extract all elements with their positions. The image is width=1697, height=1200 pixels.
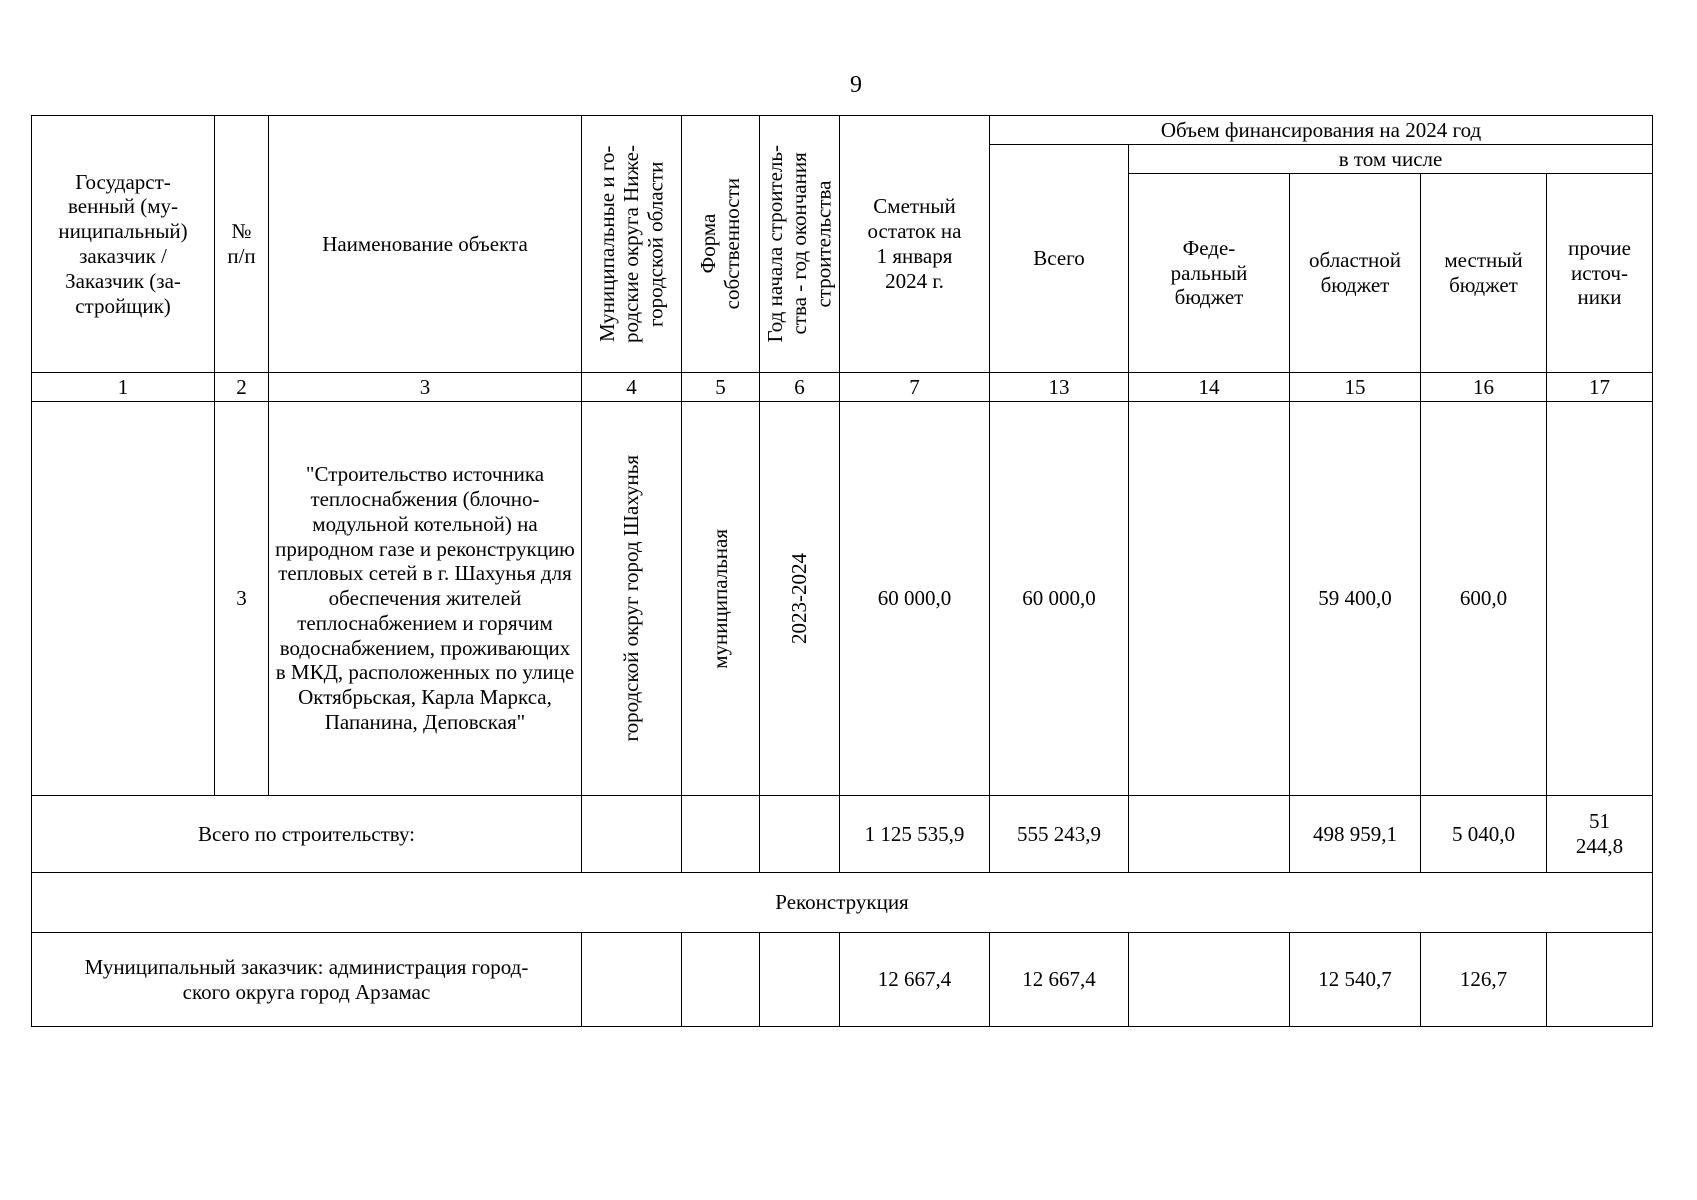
object-years-text: 2023-2024 [787, 553, 812, 644]
column-number: 2 [215, 373, 269, 402]
object-ownership [682, 402, 760, 796]
header-object-name: Наименование объекта [269, 116, 582, 373]
object-local: 600,0 [1421, 402, 1547, 796]
construction-total-row [32, 796, 1653, 873]
header-ownership [682, 116, 760, 373]
header-total: Всего [990, 145, 1129, 373]
customer-ownership [682, 933, 760, 1027]
construction-total-regional: 498 959,1 [1290, 796, 1421, 873]
customer-row [32, 933, 1653, 1027]
column-number: 14 [1129, 373, 1290, 402]
customer-regional: 12 540,7 [1290, 933, 1421, 1027]
object-customer-cell [32, 402, 215, 796]
header-financing: Объем финансирования на 2024 год [990, 116, 1653, 145]
object-remainder: 60 000,0 [840, 402, 990, 796]
object-row [32, 402, 1653, 796]
construction-total-local: 5 040,0 [1421, 796, 1547, 873]
section-row [32, 873, 1653, 933]
header-customer: Государст- венный (му- ниципальный) заказчик / Заказчик (за- стройщик) [32, 116, 215, 373]
object-other [1547, 402, 1653, 796]
construction-total-municipal [582, 796, 682, 873]
object-municipal-text: городской округ город Шахунья [619, 455, 644, 742]
construction-total-total: 555 243,9 [990, 796, 1129, 873]
header-number: № п/п [215, 116, 269, 373]
customer-other [1547, 933, 1653, 1027]
header-federal: Феде- ральный бюджет [1129, 174, 1290, 373]
construction-total-years [760, 796, 840, 873]
construction-total-ownership [682, 796, 760, 873]
customer-municipal [582, 933, 682, 1027]
object-name: "Строительство источника теплоснабжения (блочно-модульной котельной) на природном газе и реконструкцию тепловых сетей в г. Шахунья для обеспечения жителей теплоснабжением и горячим водоснабжением, проживающих в МКД, расположенных по улице Октябрьская, Карла Маркса, Папанина, Деповская" [269, 402, 582, 796]
header-years [760, 116, 840, 373]
object-municipal [582, 402, 682, 796]
object-regional: 59 400,0 [1290, 402, 1421, 796]
header-row-1 [32, 116, 1653, 145]
column-number: 7 [840, 373, 990, 402]
header-ownership-text: Форма собственности [696, 178, 745, 310]
column-number: 16 [1421, 373, 1547, 402]
header-years-text: Год начала строитель- ства - год окончания строительства [763, 145, 836, 343]
object-total: 60 000,0 [990, 402, 1129, 796]
column-number: 3 [269, 373, 582, 402]
column-number: 4 [582, 373, 682, 402]
customer-federal [1129, 933, 1290, 1027]
column-number: 1 [32, 373, 215, 402]
column-number: 6 [760, 373, 840, 402]
customer-total: 12 667,4 [990, 933, 1129, 1027]
column-numbers-row [32, 373, 1653, 402]
column-number: 15 [1290, 373, 1421, 402]
header-other: прочие источ- ники [1547, 174, 1653, 373]
column-number: 5 [682, 373, 760, 402]
header-municipal-text: Муниципальные и го- родские округа Ниже- городской области [595, 145, 668, 343]
header-local: местный бюджет [1421, 174, 1547, 373]
object-ownership-text: муниципальная [708, 528, 733, 669]
financing-table [31, 115, 1653, 1027]
construction-total-remainder: 1 125 535,9 [840, 796, 990, 873]
header-remainder: Сметный остаток на 1 января 2024 г. [840, 116, 990, 373]
construction-total-other: 51 244,8 [1547, 796, 1653, 873]
header-including: в том числе [1129, 145, 1653, 174]
section-title: Реконструкция [32, 873, 1653, 933]
object-number: 3 [215, 402, 269, 796]
column-number: 13 [990, 373, 1129, 402]
customer-label: Муниципальный заказчик: администрация город- ского округа город Арзамас [32, 933, 582, 1027]
customer-remainder: 12 667,4 [840, 933, 990, 1027]
header-municipal [582, 116, 682, 373]
object-federal [1129, 402, 1290, 796]
header-regional: областной бюджет [1290, 174, 1421, 373]
column-number: 17 [1547, 373, 1653, 402]
customer-years [760, 933, 840, 1027]
customer-local: 126,7 [1421, 933, 1547, 1027]
page-number: 9 [850, 72, 862, 98]
construction-total-label: Всего по строительству: [32, 796, 582, 873]
construction-total-federal [1129, 796, 1290, 873]
object-years [760, 402, 840, 796]
